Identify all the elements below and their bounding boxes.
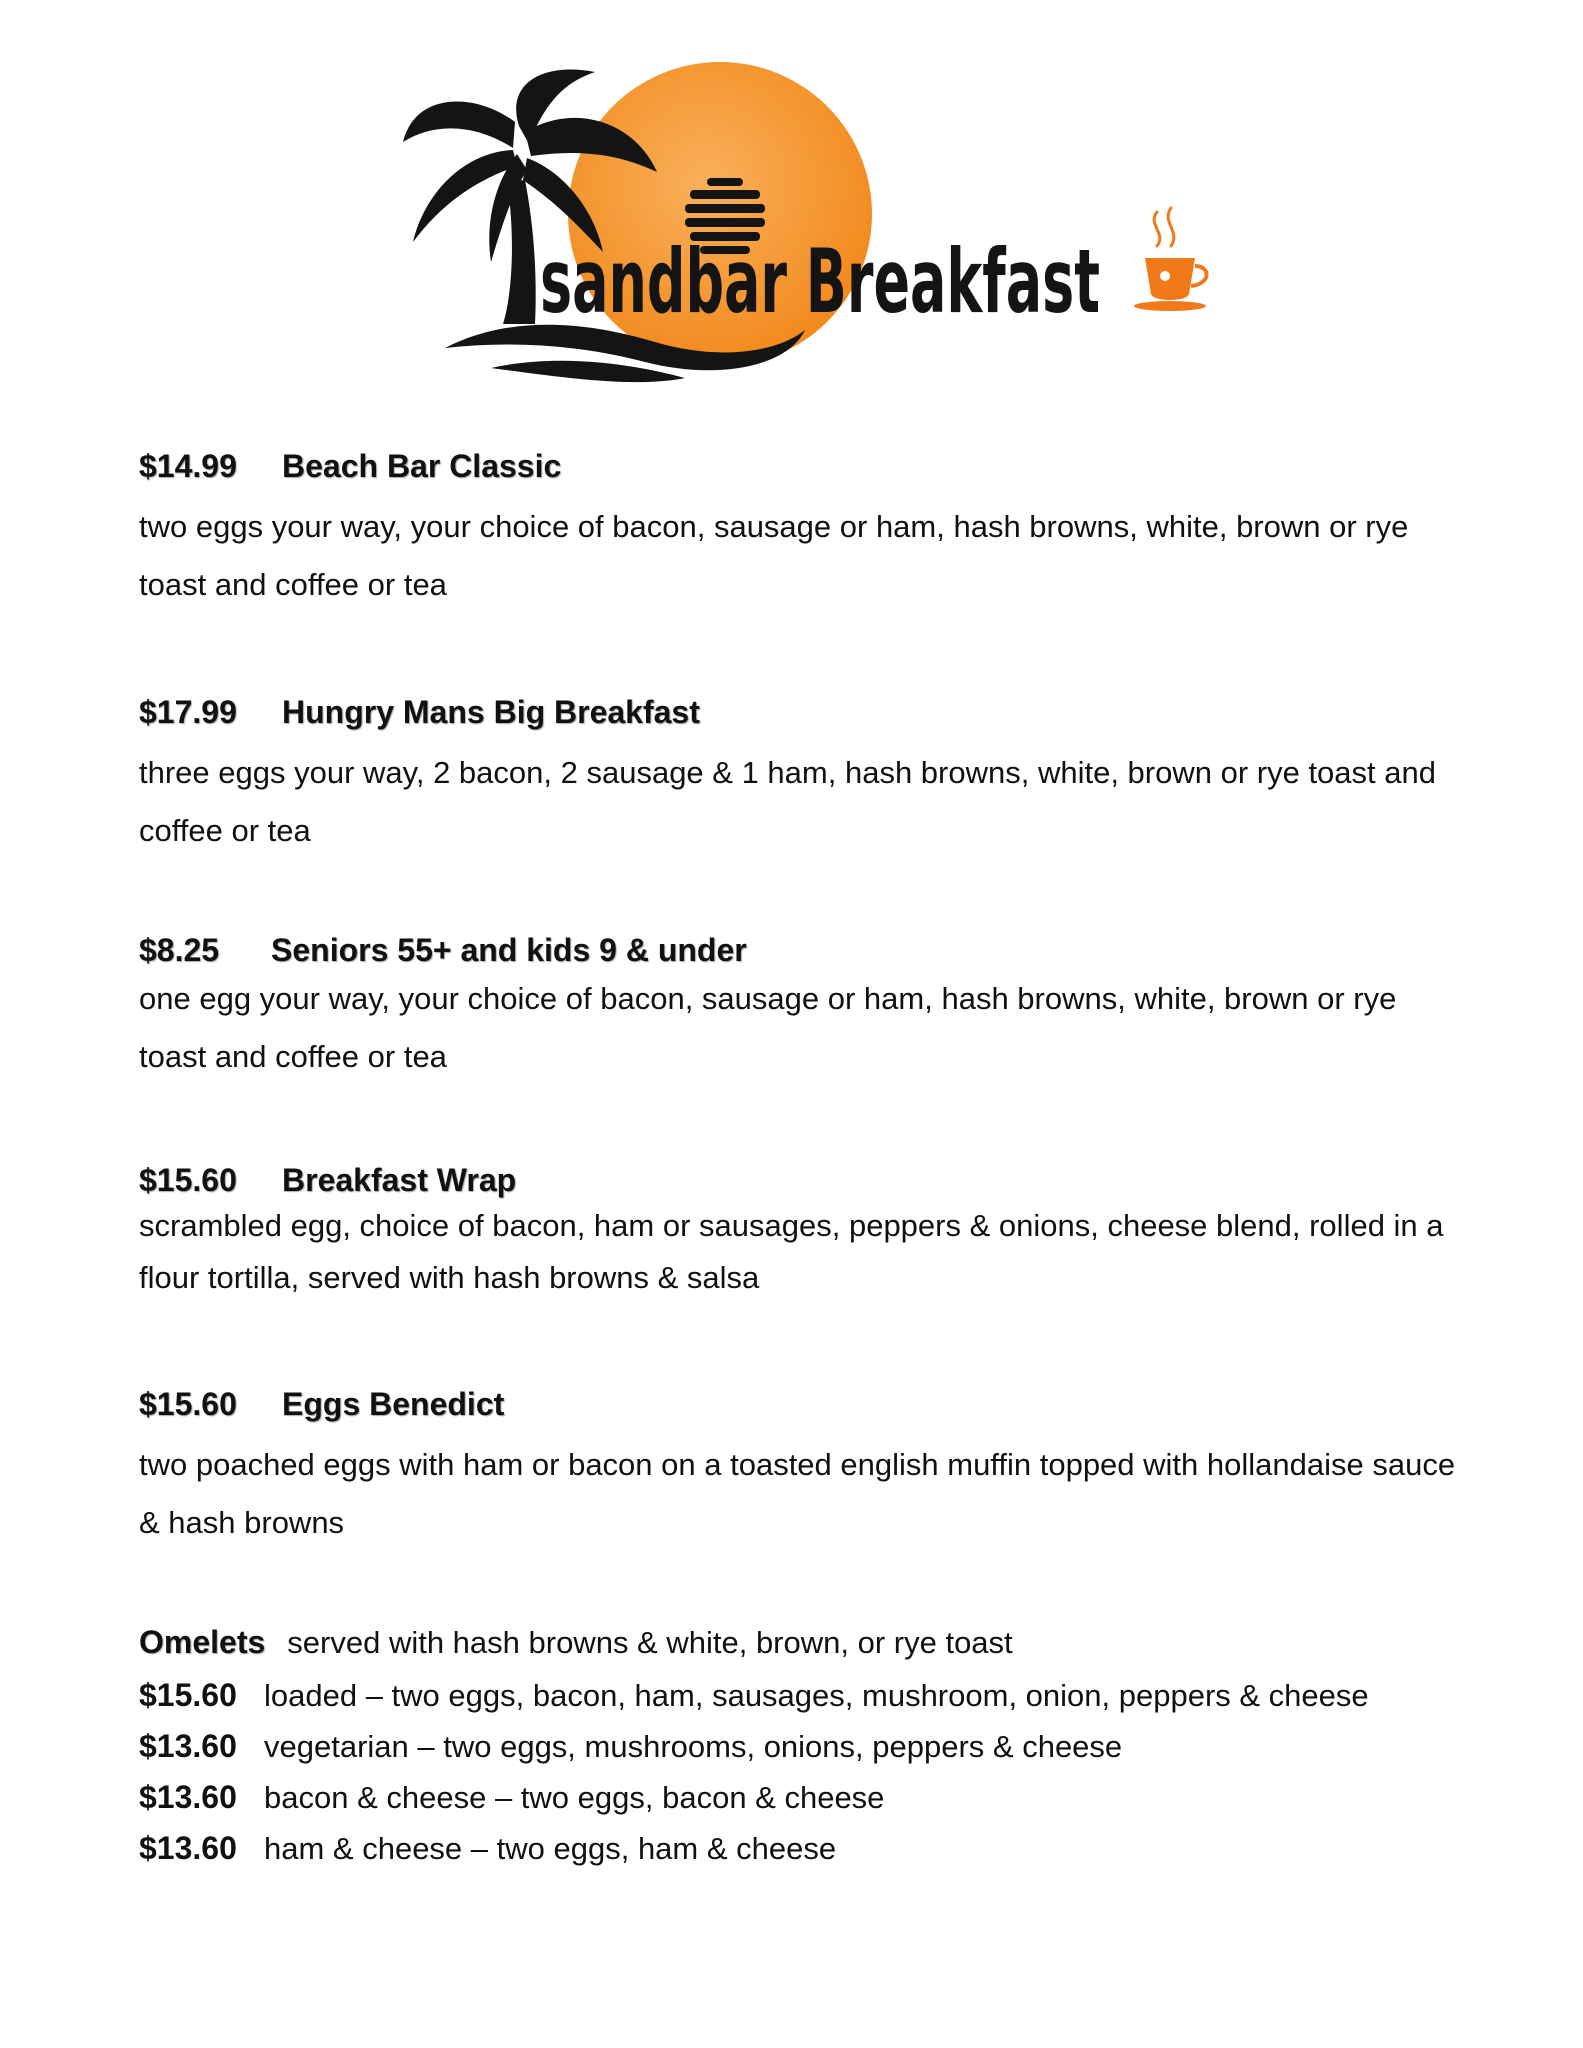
menu-item-price: $15.60 (139, 1386, 237, 1422)
menu-item (139, 1384, 1469, 1552)
omelet-price: $13.60 (139, 1830, 237, 1866)
menu-item-price: $15.60 (139, 1162, 237, 1198)
menu-item-header (139, 1160, 1469, 1200)
menu-item-header (139, 446, 1469, 486)
omelet-price: $15.60 (139, 1677, 237, 1713)
menu-item (139, 930, 1469, 1086)
omelets-section (139, 1622, 1469, 1874)
brand-name: sandbar Breakfast (540, 230, 1100, 333)
menu-item-description: scrambled egg, choice of bacon, ham or sausages, peppers & onions, cheese blend, rolled in a flour tortilla, served with hash browns & salsa (139, 1208, 1444, 1295)
menu-item-name: Breakfast Wrap (282, 1162, 517, 1198)
omelets-list (139, 1670, 1469, 1874)
omelets-subtitle: served with hash browns & white, brown, or rye toast (287, 1625, 1013, 1660)
menu-item-description: two poached eggs with ham or bacon on a toasted english muffin topped with hollandaise sauce & hash browns (139, 1447, 1456, 1540)
sandbar-breakfast-logo (395, 62, 1215, 402)
menu-item-description: one egg your way, your choice of bacon, sausage or ham, hash browns, white, brown or rye toast and coffee or tea (139, 981, 1397, 1074)
menu-item-header (139, 1384, 1469, 1424)
omelet-option (139, 1772, 1469, 1823)
menu-item-price: $8.25 (139, 932, 220, 968)
menu-item-name: Seniors 55+ and kids 9 & under (271, 932, 747, 968)
coffee-cup-icon (1134, 208, 1207, 311)
omelet-price: $13.60 (139, 1779, 237, 1815)
menu-item (139, 692, 1469, 860)
menu-item-name: Hungry Mans Big Breakfast (282, 694, 700, 730)
omelet-text: ham & cheese – two eggs, ham & cheese (264, 1831, 837, 1866)
menu-item (139, 1160, 1469, 1304)
menu-item-price: $14.99 (139, 448, 237, 484)
menu-item-description: three eggs your way, 2 bacon, 2 sausage & 1 ham, hash browns, white, brown or rye toast and coffee or tea (139, 755, 1436, 848)
omelet-text: vegetarian – two eggs, mushrooms, onions, peppers & cheese (264, 1729, 1123, 1764)
omelet-text: loaded – two eggs, bacon, ham, sausages, mushroom, onion, peppers & cheese (264, 1678, 1369, 1713)
omelet-price: $13.60 (139, 1728, 237, 1764)
menu-item-name: Beach Bar Classic (282, 448, 562, 484)
menu-item-header (139, 692, 1469, 732)
omelet-option (139, 1670, 1469, 1721)
omelet-text: bacon & cheese – two eggs, bacon & cheese (264, 1780, 885, 1815)
menu-item (139, 446, 1469, 614)
omelets-header (139, 1622, 1469, 1662)
menu-item-name: Eggs Benedict (282, 1386, 505, 1422)
menu-item-description: two eggs your way, your choice of bacon, sausage or ham, hash browns, white, brown or rye toast and coffee or tea (139, 509, 1409, 602)
menu-item-header (139, 930, 1469, 970)
omelets-title: Omelets (139, 1624, 266, 1660)
menu-item-price: $17.99 (139, 694, 237, 730)
omelet-option (139, 1823, 1469, 1874)
omelet-option (139, 1721, 1469, 1772)
